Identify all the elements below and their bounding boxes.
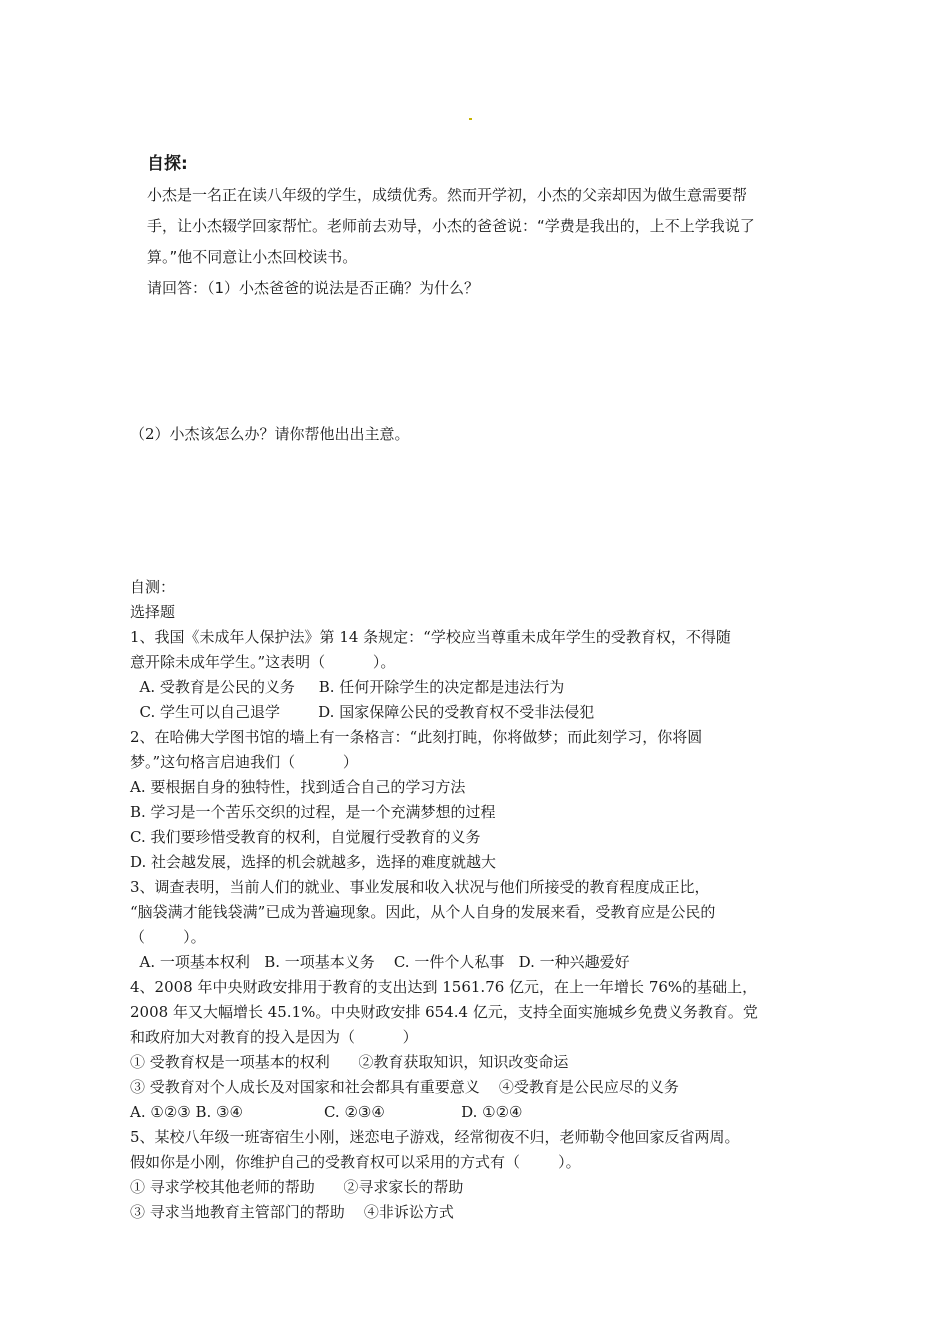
q2-line: 梦。”这句格言启迪我们（ ） (130, 753, 358, 771)
stray-mark (469, 118, 472, 120)
q4-line: 2008 年又大幅增长 45.1%。中央财政安排 654.4 亿元，支持全面实施城乡免费义务教育。党 (130, 1003, 758, 1021)
q4-option: A. ①②③ B. ③④ C. ②③④ D. ①②④ (130, 1103, 523, 1121)
q5-option: ③ 寻求当地教育主管部门的帮助 ④非诉讼方式 (130, 1203, 454, 1221)
q2-option: C. 我们要珍惜受教育的权利，自觉履行受教育的义务 (130, 828, 481, 846)
q4-line: 4、2008 年中央财政安排用于教育的支出达到 1561.76 亿元，在上一年增长 76%的基础上， (130, 978, 758, 996)
scenario-line: 算。”他不同意让小杰回校读书。 (147, 248, 358, 266)
q5-line: 假如你是小刚，你维护自己的受教育权可以采用的方式有（ ）。 (130, 1153, 581, 1171)
q3-line: “脑袋满才能钱袋满”已成为普遍现象。因此，从个人自身的发展来看，受教育应是公民的 (130, 903, 716, 921)
q4-option: ③ 受教育对个人成长及对国家和社会都具有重要意义 ④受教育是公民应尽的义务 (130, 1078, 679, 1096)
q5-option: ① 寻求学校其他老师的帮助 ②寻求家长的帮助 (130, 1178, 464, 1196)
q2-option: D. 社会越发展，选择的机会就越多，选择的难度就越大 (130, 853, 497, 871)
q4-line: 和政府加大对教育的投入是因为（ ） (130, 1028, 418, 1046)
q5-line: 5、某校八年级一班寄宿生小刚，迷恋电子游戏，经常彻夜不归，老师勒令他回家反省两周。 (130, 1128, 740, 1146)
scenario-line: 小杰是一名正在读八年级的学生，成绩优秀。然而开学初，小杰的父亲却因为做生意需要帮 (147, 186, 748, 204)
q3-line: （ ）。 (130, 928, 206, 946)
q3-option: A. 一项基本权利 B. 一项基本义务 C. 一件个人私事 D. 一种兴趣爱好 (130, 953, 630, 971)
q1-line: 1、我国《未成年人保护法》第 14 条规定：“学校应当尊重未成年学生的受教育权，不得随 (130, 628, 731, 646)
question-1: 请回答：（1）小杰爸爸的说法是否正确？为什么？ (147, 279, 480, 297)
choice-heading: 选择题 (130, 603, 176, 621)
self-test-heading: 自测： (130, 578, 176, 596)
q2-line: 2、在哈佛大学图书馆的墙上有一条格言：“此刻打盹，你将做梦；而此刻学习，你将圆 (130, 728, 703, 746)
q3-line: 3、调查表明，当前人们的就业、事业发展和收入状况与他们所接受的教育程度成正比， (130, 878, 710, 896)
q1-option: A. 受教育是公民的义务 B. 任何开除学生的决定都是违法行为 (130, 678, 565, 696)
q1-option: C. 学生可以自己退学 D. 国家保障公民的受教育权不受非法侵犯 (130, 703, 595, 721)
self-test-section (130, 575, 830, 1225)
self-explore-section (130, 152, 830, 304)
self-explore-heading: 自探: (147, 154, 188, 174)
q2-option: A. 要根据自身的独特性，找到适合自己的学习方法 (130, 778, 466, 796)
question-2: （2）小杰该怎么办？请你帮他出出主意。 (130, 425, 410, 443)
q4-option: ① 受教育权是一项基本的权利 ②教育获取知识，知识改变命运 (130, 1053, 569, 1071)
q1-line: 意开除未成年学生。”这表明（ ）。 (130, 653, 396, 671)
scenario-line: 手，让小杰辍学回家帮忙。老师前去劝导，小杰的爸爸说：“学费是我出的，上不上学我说了 (147, 217, 755, 235)
q2-option: B. 学习是一个苦乐交织的过程，是一个充满梦想的过程 (130, 803, 496, 821)
